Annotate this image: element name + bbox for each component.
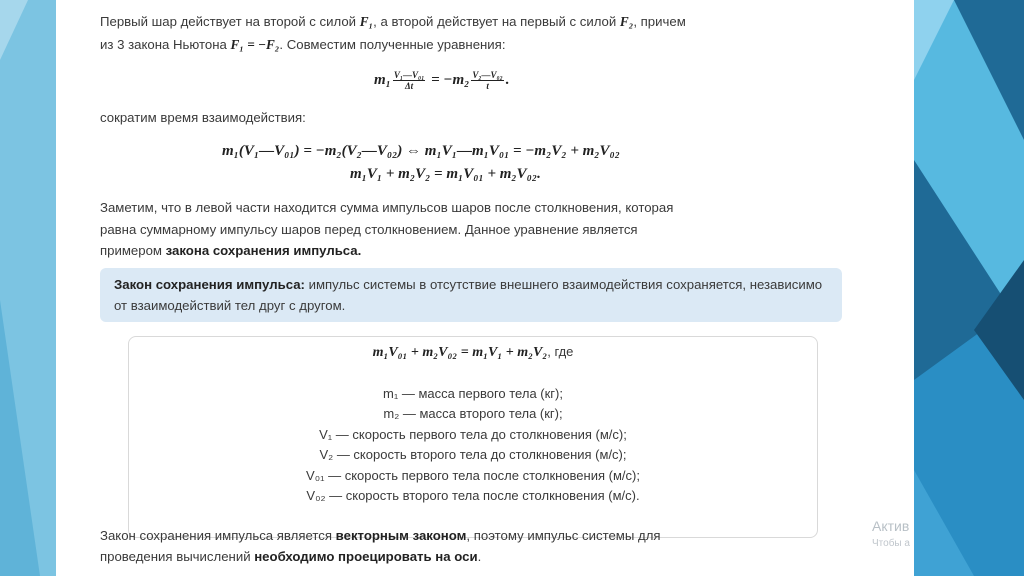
intro-text-2-post: . Совместим полученные уравнения:	[279, 37, 506, 52]
reduce-time-text: сократим время взаимодействия:	[100, 110, 306, 125]
conclusion-line-2	[100, 547, 481, 567]
equation-1	[374, 70, 510, 91]
callout-body: импульс системы в отсутствие внешнего взаимодействия сохраняется, независимо от взаимодействий тел друг с другом.	[114, 277, 823, 313]
intro-text: Первый шар действует на второй с силой	[100, 14, 360, 29]
box-formula-suffix: , где	[547, 344, 574, 359]
note-line-2: равна суммарному импульсу шаров перед столкновением. Данное уравнение является	[100, 222, 638, 237]
conclusion-text-2: проведения вычислений	[100, 549, 255, 564]
conclusion-bold-1: векторным законом	[335, 528, 467, 543]
right-decoration	[914, 0, 1024, 576]
law-callout	[100, 268, 842, 322]
conclusion-bold-2: необходимо проецировать на оси	[254, 549, 478, 564]
equation-3: m₁V₁ + m₂V₂ = m₁V₀₁ + m₂V₀₂.	[350, 166, 541, 182]
document-page	[56, 0, 914, 576]
intro-text-mid: , а второй действует на первый с силой	[373, 14, 620, 29]
conclusion-text-1: Закон сохранения импульса является	[100, 528, 336, 543]
eq1-frac1-denominator: Δt	[405, 81, 414, 91]
law-callout-text	[114, 274, 834, 316]
conclusion-line-1	[100, 526, 661, 546]
note-line-1: Заметим, что в левой части находится сумма импульсов шаров после столкновения, которая	[100, 200, 674, 215]
note-line-3-text: примером	[100, 243, 166, 258]
box-formula: m₁V₀₁ + m₂V₀₂ = m₁V₁ + m₂V₂	[372, 345, 548, 360]
conclusion-text-2-post: .	[477, 549, 482, 564]
eq1-end: .	[505, 71, 510, 88]
box-formula-line	[129, 344, 817, 361]
force-f1: F₁	[359, 14, 374, 29]
callout-title: Закон сохранения импульса:	[114, 277, 305, 292]
eq1-fraction-1	[393, 70, 425, 91]
intro-text-2: из 3 закона Ньютона	[100, 37, 231, 52]
conclusion-text-1-post: , поэтому импульс системы для	[466, 528, 661, 543]
activation-watermark-title: Актив	[872, 518, 910, 534]
definition-v2: V₂ — скорость второго тела до столкновения (м/с);	[319, 447, 627, 462]
definition-v1: V₁ — скорость первого тела до столкновения (м/с);	[319, 427, 627, 442]
eq1-frac2-numerator: V₂—V₀₂	[472, 70, 503, 80]
eq1-frac1-numerator: V₁—V₀₁	[393, 70, 425, 80]
intro-text-post: , причем	[633, 14, 686, 29]
newton-third-law: F₁ = −F₂	[230, 37, 280, 52]
eq1-equals: = −m₂	[427, 71, 470, 88]
note-line-3	[100, 241, 361, 261]
equation-2: m₁(V₁—V₀₁) = −m₂(V₂—V₀₂) ⇔ m₁V₁—m₁V₀₁ = −m₂V₂ + m₂V₀₂	[222, 143, 620, 159]
formula-box	[128, 336, 818, 538]
left-decoration	[0, 0, 56, 576]
intro-line-1	[100, 12, 686, 32]
note-law-name: закона сохранения импульса.	[165, 243, 362, 258]
force-f2: F₂	[619, 14, 634, 29]
definition-v01: V₀₁ — скорость первого тела после столкновения (м/с);	[306, 468, 640, 483]
eq1-fraction-2	[471, 70, 503, 91]
left-decoration-shapes	[0, 0, 56, 576]
definition-v02: V₀₂ — скорость второго тела после столкновения (м/с).	[306, 488, 640, 503]
definition-m2: m₂ — масса второго тела (кг);	[383, 406, 563, 421]
eq1-m1: m₁	[374, 71, 391, 88]
definition-m1: m₁ — масса первого тела (кг);	[383, 386, 563, 401]
intro-line-2	[100, 35, 505, 55]
eq1-frac2-denominator: t	[486, 81, 489, 91]
right-decoration-shapes	[914, 0, 1024, 576]
activation-watermark-subtitle: Чтобы а	[872, 538, 910, 549]
